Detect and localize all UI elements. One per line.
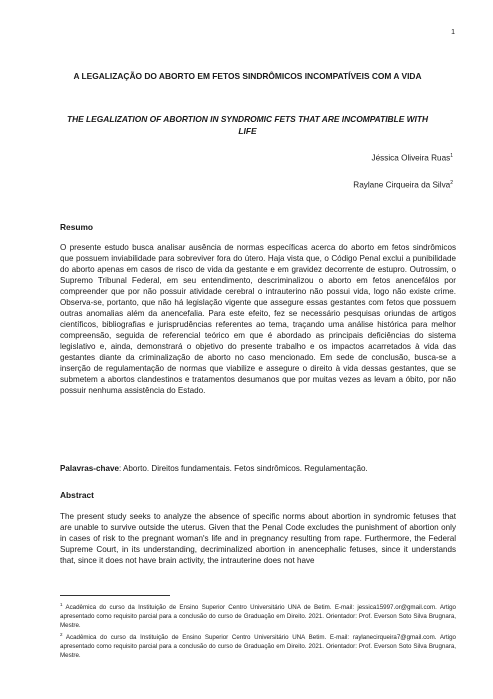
keywords-label: Palavras-chave (60, 464, 119, 473)
author-1-footnote-mark: 1 (450, 153, 453, 159)
abstract-body: The present study seeks to analyze the absence of specific norms about abortion in syndromic fetuses that are unable to survive outside the uterus. Given that the Penal Code excludes the punishment of abortion only in cases of risk to the pregnant woman's life and in pregnancy resulting from rape. Furthermore, the Federal Supreme Court, in its understanding, decriminalized abortion in anencephalic fetuses, since it understands that, since it does not have brain activity, the intrauterine does not have (60, 512, 456, 565)
footnote-2 (60, 630, 456, 660)
footnote-1-mark: 1 (60, 602, 63, 607)
resumo-body: O presente estudo busca analisar ausência de normas específicas acerca do aborto em fetos sindrômicos que possuem inviabilidade para sobreviver fora do útero. Haja vista que, o Código Penal exclui a punibilidade do aborto apenas em casos de risco de vida da gestante e em gravidez decorrente de estupro. Outrossim, o Supremo Tribunal Federal, em seu entendimento, descriminalizou o aborto em fetos anencefálos por compreender que por não possuir atividade cerebral o intrauterino não possui vida, logo não existe crime. Observa-se, portanto, que não há legislação vigente que assegure essas gestantes com fetos que possuem outras anomalias além da anencefalia. Para este efeito, fez se necessário pesquisas oriundas de artigos científicos, bibliografias e jurisprudências referentes ao tema, traçando uma análise histórica para melhor compreensão, seguida de referencial teórico em que é abordado as principais deficiências do sistema legislativo e, ainda, demonstrará o objetivo do presente trabalho e os impactos acarretados à vida das gestantes diante da criminalização de aborto no caso mencionado. Em sede de conclusão, busca-se a inserção de regulamentação de normas que viabilize e assegure o direito à vida dessas gestantes, que se submetem a abortos clandestinos e tratamentos desumanos que por muitas vezes as levam a óbito, por não possuir nenhuma assistência do Estado. (60, 243, 456, 395)
footnote-2-mark: 2 (60, 632, 63, 638)
author-2 (353, 180, 453, 190)
keywords-line (60, 463, 456, 474)
paper-title-english: THE LEGALIZATION OF ABORTION IN SYNDROMIC FETS THAT ARE INCOMPATIBLE WITH LIFE (66, 114, 429, 136)
author-2-name: Raylane Cirqueira da Silva (353, 180, 451, 190)
author-2-footnote-mark: 2 (450, 180, 453, 186)
footnote-1-text: Acadêmica do curso da Instituição de Ensino Superior Centro Universitário UNA de Betim. E-mail: jessica15997.or@gmail.com. Artigo apresentado como requisito parcial para a conclusão do curso de Graduação em Direito. 2021. Orientador: Prof. Everson Soto Silva Brugnara, Mestre. (60, 604, 456, 630)
abstract-heading: Abstract (60, 490, 94, 500)
footnotes (60, 600, 456, 660)
keywords-list: : Aborto. Direitos fundamentais. Fetos sindrômicos. Regulamentação. (118, 464, 368, 473)
author-1 (372, 153, 454, 163)
paper-title: A LEGALIZAÇÃO DO ABORTO EM FETOS SINDRÔMICOS INCOMPATÍVEIS COM A VIDA (73, 71, 422, 81)
resumo-heading: Resumo (60, 222, 94, 232)
page-number: 1 (451, 29, 455, 36)
author-1-name: Jéssica Oliveira Ruas (371, 153, 451, 163)
footnote-1 (60, 600, 456, 630)
footnote-divider (60, 595, 170, 596)
footnote-2-text: Acadêmica do curso da Instituição de Ensino Superior Centro Universitário UNA Betim. E-mail: raylanecirqueira7@gmail.com. Artigo apresentado como requisito parcial para a conclusão do curso de Graduação em Direito. 2021. Orientador: Prof. Everson Soto Silva Brugnara, Mestre. (60, 634, 456, 660)
